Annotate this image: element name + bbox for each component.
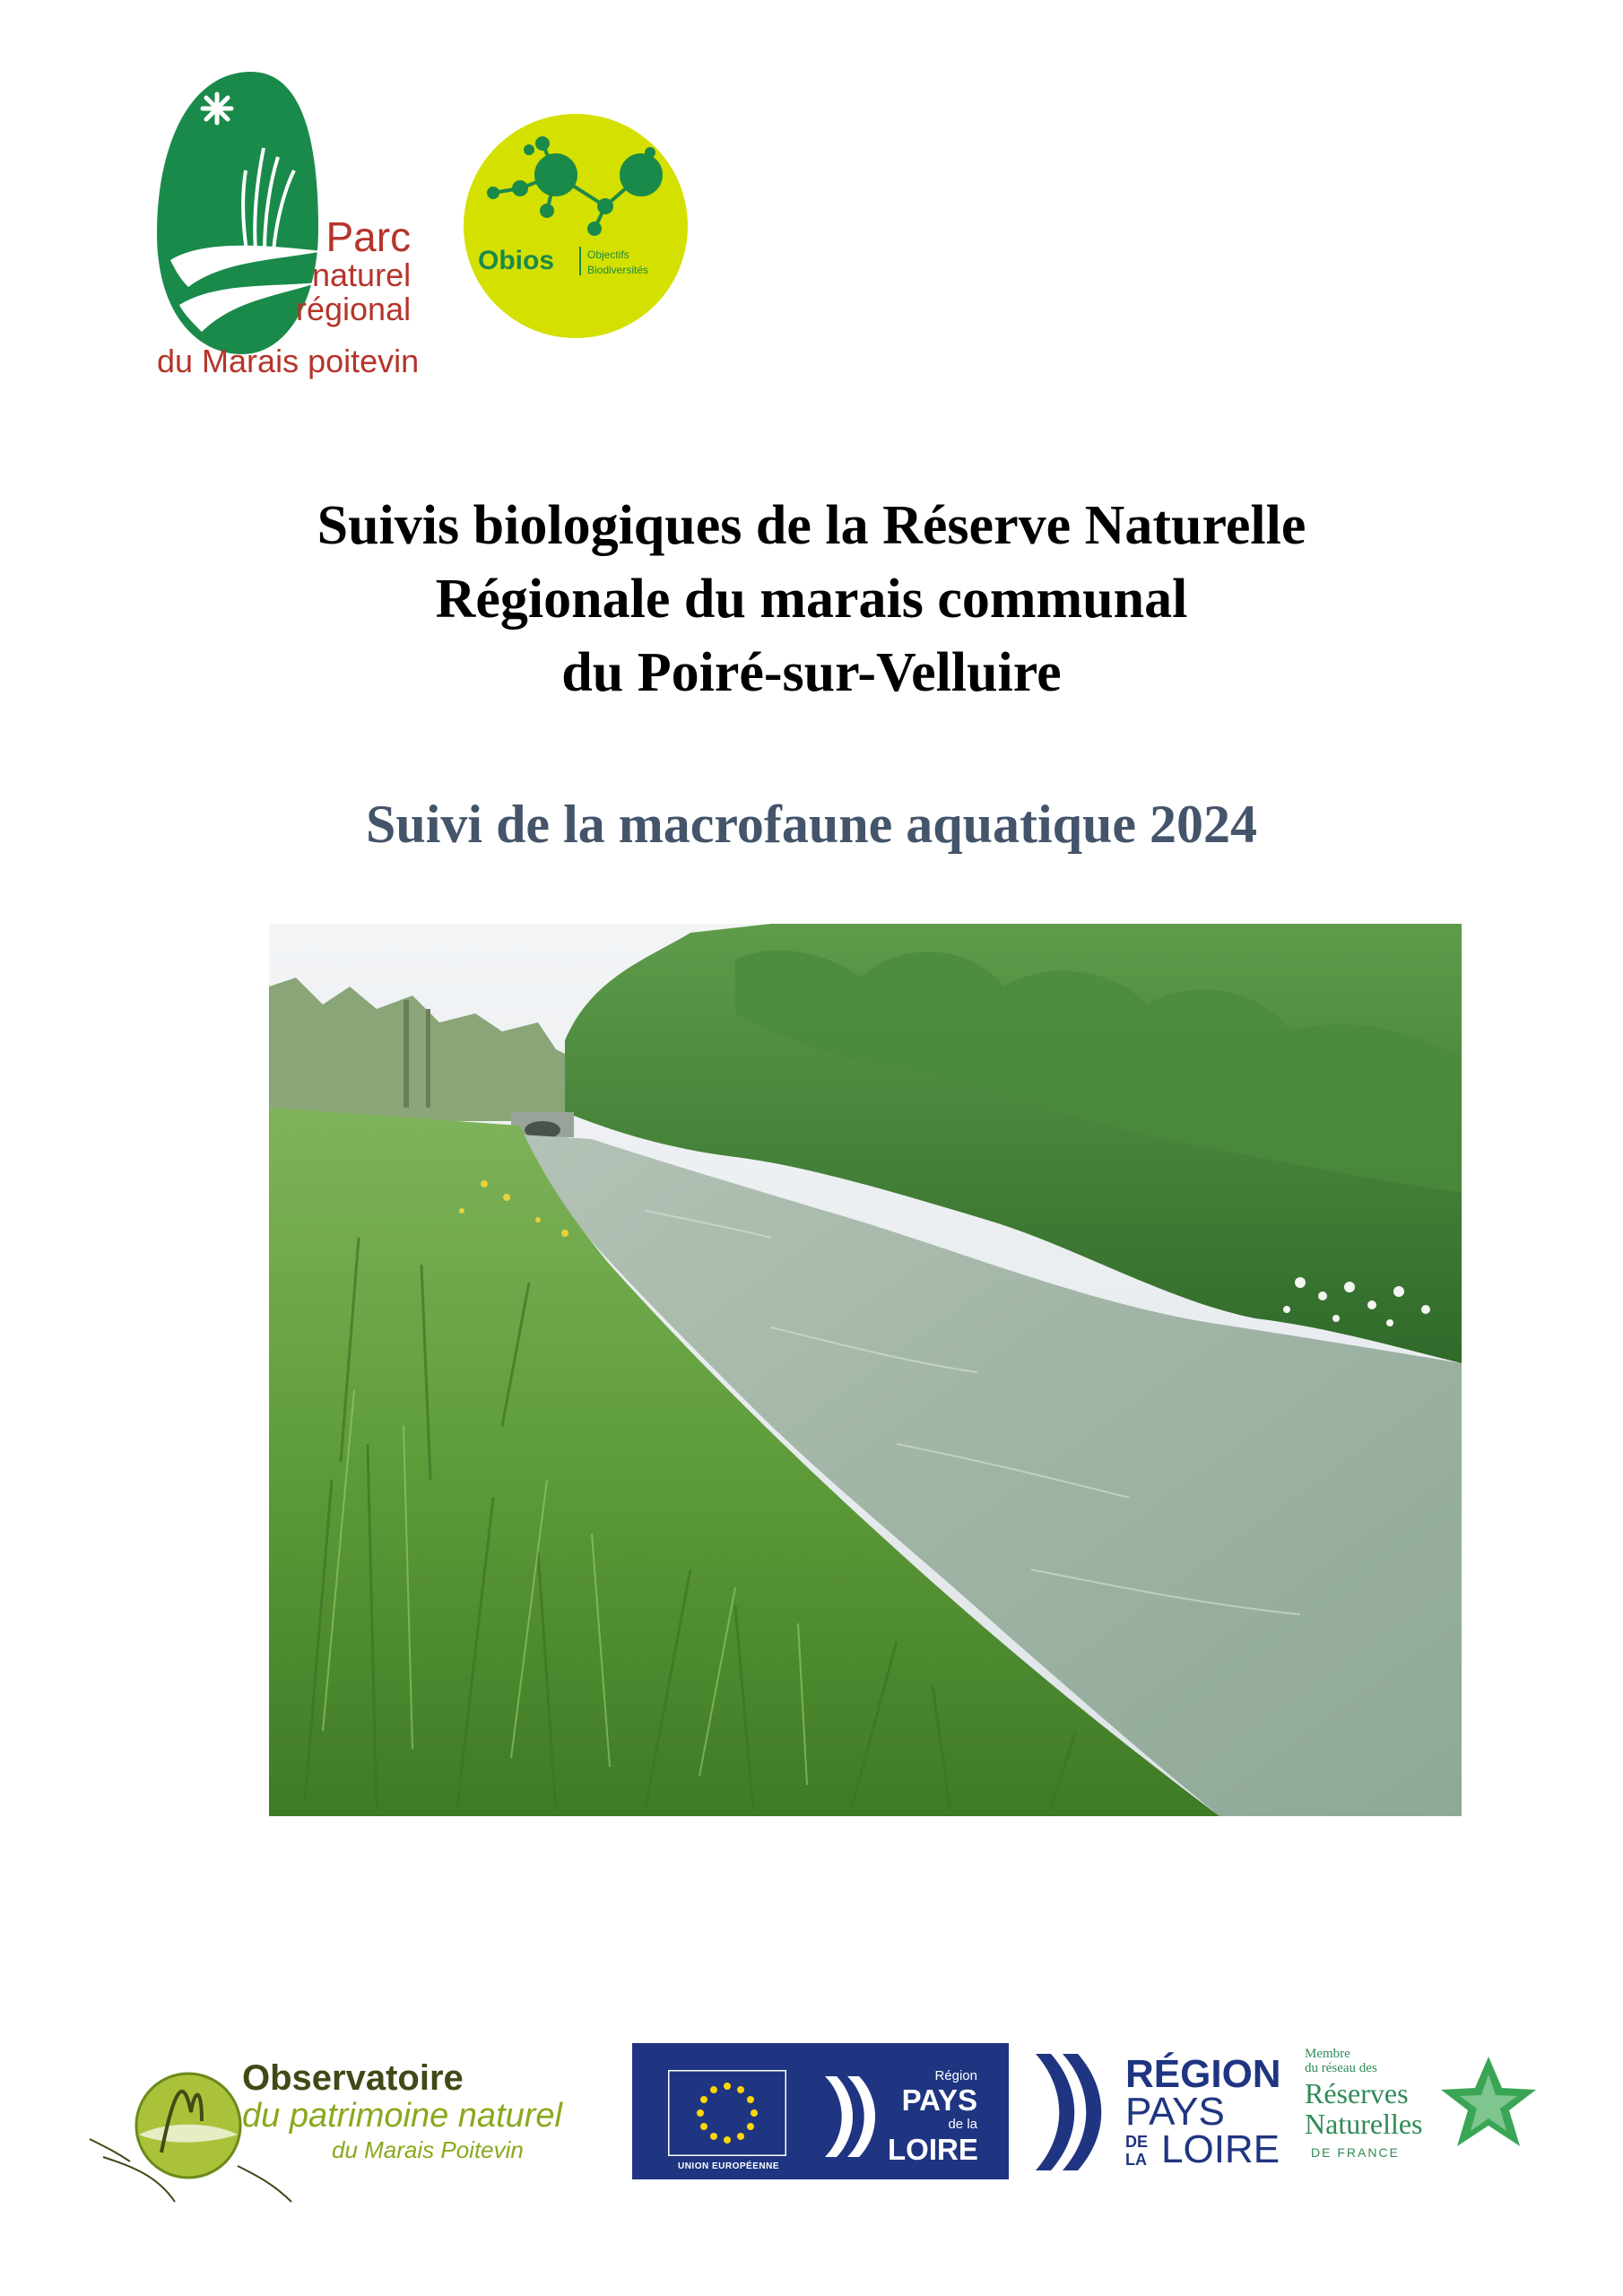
rnf-naturelles: Naturelles bbox=[1305, 2108, 1423, 2140]
region-pdl-loire: LOIRE bbox=[1161, 2127, 1280, 2171]
region-pdl-la: LA bbox=[1125, 2151, 1147, 2169]
eu-star-icon bbox=[697, 2109, 704, 2117]
obios-tagline1: Objectifs bbox=[587, 248, 629, 261]
region-pdl-pays: PAYS bbox=[1125, 2090, 1225, 2134]
eu-star-icon bbox=[737, 2133, 744, 2140]
pnr-line2: naturel bbox=[312, 257, 412, 294]
region-pdl-de-la bbox=[1125, 2133, 1148, 2169]
eu-pdl-dela: de la bbox=[948, 2117, 977, 2132]
pdl-mark-icon bbox=[820, 2072, 883, 2161]
region-pdl-de: DE bbox=[1125, 2133, 1149, 2151]
observatoire-title: Observatoire bbox=[242, 2058, 464, 2098]
region-pdl-region: RÉGION bbox=[1125, 2052, 1281, 2096]
eu-pdl-loire: LOIRE bbox=[888, 2133, 978, 2166]
document-title bbox=[0, 489, 1623, 709]
title-line-1: Suivis biologiques de la Réserve Naturelle bbox=[317, 495, 1306, 556]
rnf-de-france: DE FRANCE bbox=[1311, 2145, 1400, 2160]
rnf-membre-line2: du réseau des bbox=[1305, 2061, 1377, 2075]
rnf-membre-line1: Membre bbox=[1305, 2047, 1350, 2061]
obios-name: Obios bbox=[478, 246, 555, 275]
eu-star-icon bbox=[747, 2096, 754, 2103]
observatoire-sub1: du patrimoine naturel bbox=[242, 2097, 562, 2135]
eu-star-icon bbox=[737, 2086, 744, 2093]
eu-star-icon bbox=[724, 2136, 731, 2144]
document-subtitle: Suivi de la macrofaune aquatique 2024 bbox=[365, 795, 1257, 854]
obios-logo bbox=[462, 112, 690, 341]
pnr-line3: régional bbox=[296, 291, 412, 328]
eu-pdl-pays: PAYS bbox=[901, 2083, 977, 2117]
eu-pdl-region: Région bbox=[934, 2068, 977, 2083]
eu-star-icon bbox=[710, 2133, 717, 2140]
canal-landscape-photo bbox=[269, 924, 1462, 1816]
pnr-logo-text bbox=[296, 215, 411, 326]
pnr-line4: du Marais poitevin bbox=[157, 343, 420, 379]
eu-star-icon bbox=[751, 2109, 758, 2117]
eu-star-icon bbox=[724, 2083, 731, 2090]
rnf-star-icon bbox=[1435, 2052, 1542, 2160]
title-line-3: du Poiré-sur-Velluire bbox=[561, 642, 1062, 703]
region-pdl-mark-icon bbox=[1031, 2049, 1103, 2175]
eu-flag-icon bbox=[668, 2070, 786, 2156]
title-line-2: Régionale du marais communal bbox=[435, 569, 1188, 630]
observatoire-sub2: du Marais Poitevin bbox=[332, 2136, 524, 2163]
eu-star-icon bbox=[747, 2123, 754, 2130]
pnr-line1: Parc bbox=[325, 213, 412, 260]
eu-star-icon bbox=[700, 2096, 707, 2103]
rnf-membre bbox=[1305, 2047, 1377, 2075]
rnf-reserves: Réserves bbox=[1305, 2077, 1409, 2109]
obios-tagline2: Biodiversités bbox=[587, 264, 649, 276]
eu-label: UNION EUROPÉENNE bbox=[677, 2161, 779, 2171]
eu-star-icon bbox=[700, 2123, 707, 2130]
eu-star-icon bbox=[710, 2086, 717, 2093]
